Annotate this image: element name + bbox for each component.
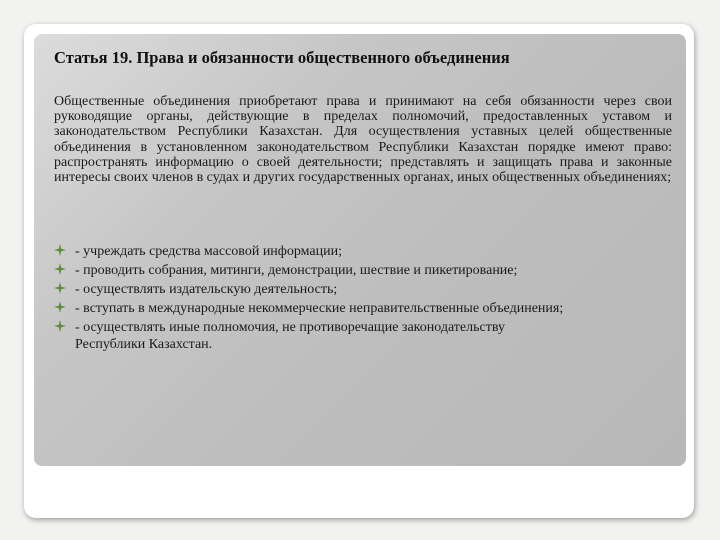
four-point-star-icon xyxy=(54,282,66,294)
four-point-star-icon xyxy=(54,263,66,275)
four-point-star-icon xyxy=(54,320,66,332)
list-item xyxy=(54,261,684,280)
list-item-text: - учреждать средства массовой информации; xyxy=(75,244,343,259)
list-item-continuation: Республики Казахстан. xyxy=(75,337,213,352)
rights-list xyxy=(54,242,684,352)
list-item-text: - осуществлять издательскую деятельность; xyxy=(75,282,338,297)
list-item xyxy=(54,299,684,318)
four-point-star-icon xyxy=(54,244,66,256)
list-item-text: - проводить собрания, митинги, демонстрации, шествие и пикетирование; xyxy=(75,263,518,278)
list-item-text: - вступать в международные некоммерческие неправительственные объединения; xyxy=(75,301,564,316)
list-item xyxy=(54,280,684,299)
slide-title: Статья 19. Права и обязанности общественного объединения xyxy=(54,48,510,67)
four-point-star-icon xyxy=(54,301,66,313)
body-paragraph: Общественные объединения приобретают права и принимают на себя обязанности через свои руководящие органы, действующие в пределах полномочий, предоставленных уставом и законодательством Республики Казахстан. Для осуществления уставных целей общественные объединения в установленном законодательством Республики Казахстан порядке имеют право: распространять информацию о своей деятельности; представлять и защищать права и законные интересы своих членов в судах и других государственных органах, иных общественных объединениях; xyxy=(54,94,672,186)
list-item xyxy=(54,242,684,261)
list-item-text: - осуществлять иные полномочия, не противоречащие законодательству xyxy=(75,320,505,335)
list-item xyxy=(54,318,684,352)
